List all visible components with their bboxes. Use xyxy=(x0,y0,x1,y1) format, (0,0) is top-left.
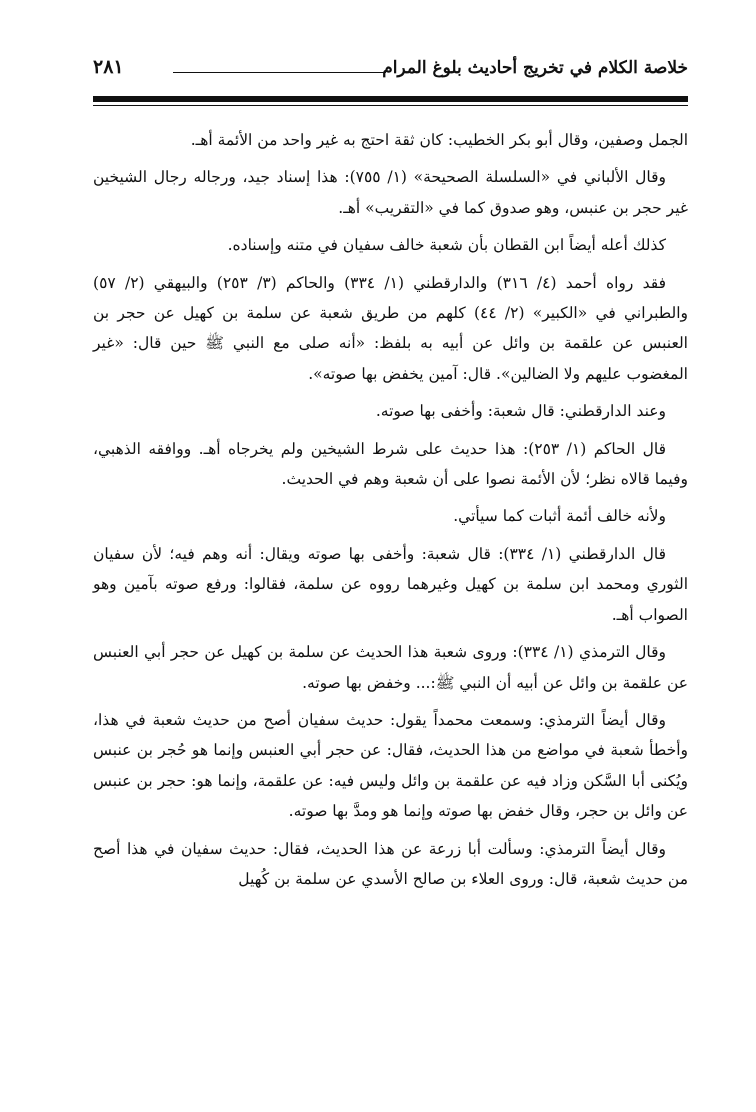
body-text xyxy=(93,125,688,901)
paragraph: وقال أيضاً الترمذي: وسمعت محمداً يقول: حديث سفيان أصح من حديث شعبة في هذا، وأخطأ شعبة في مواضع من هذا الحديث، فقال: عن حجر أبي العنبس وإنما هو حُجر بن عنبس ويُكنى أبا السَّكن وزاد فيه عن علقمة بن وائل وليس فيه: عن علقمة، وإنما هو: حجر بن عنبس عن وائل بن حجر، وقال خفض بها صوته وإنما هو ومدَّ بها صوته. xyxy=(93,710,688,821)
page-header xyxy=(93,50,688,90)
paragraph: ولأنه خالف أئمة أثبات كما سيأتي. xyxy=(453,507,666,526)
running-title: خلاصة الكلام في تخريج أحاديث بلوغ المرام xyxy=(382,58,688,78)
paragraph: كذلك أعله أيضاً ابن القطان بأن شعبة خالف سفيان في متنه وإسناده. xyxy=(227,236,666,255)
header-rule xyxy=(173,72,386,73)
paragraph: قال الحاكم (١/ ٢٥٣): هذا حديث على شرط الشيخين ولم يخرجاه أهـ. ووافقه الذهبي، وفيما قالاه نظر؛ لأن الأئمة نصوا على أن شعبة وهم في الحديث. xyxy=(93,439,688,489)
paragraph: وقال الألباني في «السلسلة الصحيحة» (١/ ٧٥٥): هذا إسناد جيد، ورجاله رجال الشيخين غير حجر بن عنبس، وهو صدوق كما في «التقريب» أهـ. xyxy=(93,168,688,217)
paragraph: الجمل وصفين، وقال أبو بكر الخطيب: كان ثقة احتج به غير واحد من الأئمة أهـ. xyxy=(190,131,688,149)
paragraph: وقال أيضاً الترمذي: وسألت أبا زرعة عن هذا الحديث، فقال: حديث سفيان في هذا أصح من حديث شعبة، قال: وروى العلاء بن صالح الأسدي عن سلمة بن كُهيل xyxy=(93,839,688,888)
header-double-rule-thick xyxy=(93,96,688,102)
paragraph: وقال الترمذي (١/ ٣٣٤): وروى شعبة هذا الحديث عن سلمة بن كهيل عن حجر أبي العنبس عن علقمة بن وائل عن أبيه أن النبي ﷺ:... وخفض بها صوته. xyxy=(93,643,688,692)
paragraph: وعند الدارقطني: قال شعبة: وأخفى بها صوته. xyxy=(375,402,666,421)
header-double-rule-thin xyxy=(93,105,688,106)
paragraph: فقد رواه أحمد (٤/ ٣١٦) والدارقطني (١/ ٣٣٤) والحاكم (٣/ ٢٥٣) والبيهقي (٢/ ٥٧) والطبراني في «الكبير» (٢/ ٤٤) كلهم من طريق شعبة عن سلمة بن كهيل عن حجر بن العنبس عن علقمة بن وائل عن أبيه به بلفظ: «أنه صلى مع النبي ﷺ حين قال: «غير المغضوب عليهم ولا الضالين». قال: آمين يخفض بها صوته». xyxy=(93,273,688,383)
page-number: ٢٨١ xyxy=(93,56,124,78)
paragraph: قال الدارقطني (١/ ٣٣٤): قال شعبة: وأخفى بها صوته ويقال: أنه وهم فيه؛ لأن سفيان الثوري ومحمد ابن سلمة بن كهيل وغيرهما رووه عن سلمة، فقالوا: ورفع صوته بآمين وهو الصواب أهـ. xyxy=(93,544,688,624)
